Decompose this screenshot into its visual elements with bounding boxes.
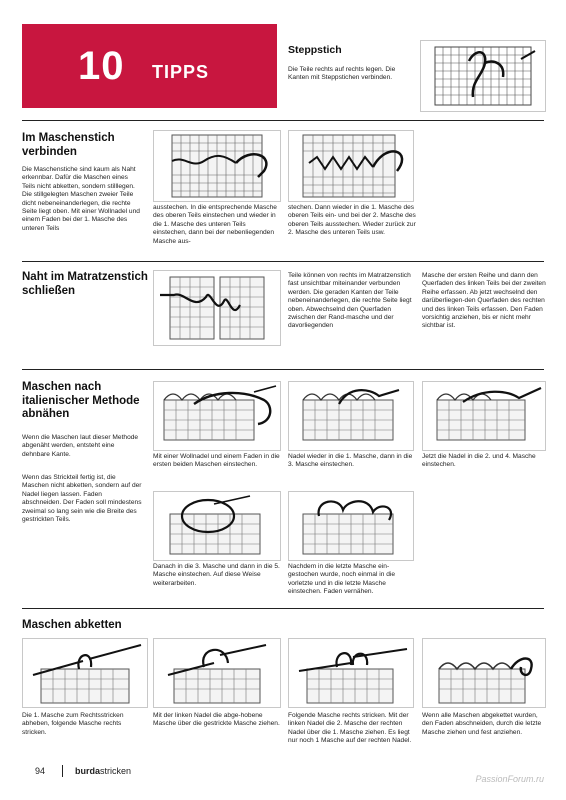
footer-separator xyxy=(62,765,63,777)
italian-bindoff-drawing-1 xyxy=(154,382,280,450)
italienisch-image-4 xyxy=(153,491,281,561)
banner-word: TIPPS xyxy=(152,62,210,82)
italienisch-caption-4: Danach in die 3. Masche und dann in die 5. Masche einstechen. Auf diese Weise weiterarbeiten. xyxy=(153,563,280,587)
section-divider xyxy=(22,120,544,121)
maschenstich-title: Im Maschenstich verbinden xyxy=(22,132,115,158)
matratzenstich-image xyxy=(153,270,281,346)
watermark: PassionForum.ru xyxy=(475,774,544,784)
abketten-image-4 xyxy=(422,638,546,708)
italienisch-title: Maschen nach italienischer Methode abnähen xyxy=(22,381,140,420)
abketten-caption-4: Wenn alle Maschen abgekettet wurden, den Faden abschneiden, durch die letzte Masche ziehen und fest anziehen. xyxy=(422,712,542,736)
matratzenstich-col2: Masche der ersten Reihe und dann den Querfaden des linken Teils bei der zweiten Reihe erfassen. Ab jetzt wechselnd den darüberliegen-den Querfaden des rechten und des linken Teils erfassen. Den Faden vorsichtig anziehen, bis er nicht mehr sichtbar ist. xyxy=(422,272,546,330)
bindoff-drawing-2 xyxy=(154,639,280,707)
italienisch-intro-2: Wenn das Strickteil fertig ist, die Maschen nicht abketten, sondern auf der Nadel liegen lassen. Faden abschneiden. Der Faden soll mindestens zweimal so lang sein wie die Breite des gestrickten Teils. xyxy=(22,474,142,524)
italienisch-caption-5: Nachdem in die letzte Masche ein-gestochen wurde, noch einmal in die vorletzte und in die letzte Masche einstechen. Faden vernähen. xyxy=(288,563,396,596)
section-divider xyxy=(22,608,544,609)
maschenstich-caption-2: stechen. Dann wieder in die 1. Masche des oberen Teils ein- und bei der 2. Masche des oberen Teils ausstechen. Wieder zurück zur 2. Masche des unteren Teils usw. xyxy=(288,204,416,237)
italian-bindoff-drawing-5 xyxy=(289,492,413,560)
italian-bindoff-drawing-4 xyxy=(154,492,280,560)
magazine-brand xyxy=(75,766,131,776)
abketten-title: Maschen abketten xyxy=(22,619,122,631)
mattress-stitch-drawing xyxy=(154,271,280,345)
bindoff-drawing-3 xyxy=(289,639,413,707)
knit-graft-drawing-2 xyxy=(289,131,413,201)
abketten-caption-1: Die 1. Masche zum Rechtsstricken abheben, folgende Masche rechts stricken. xyxy=(22,712,124,736)
abketten-image-1 xyxy=(22,638,148,708)
maschenstich-intro: Die Maschenstiche sind kaum als Naht erkennbar. Dafür die Maschen eines Teils nicht abketten, sondern stilllegen. Die stillgelegten Maschen zweier Teile dicht nebeneinanderlegen, die rechte Seite liegt oben. Mit einer Wollnadel und einem Faden bei der 1. Masche des unteren Teils xyxy=(22,166,140,232)
italian-bindoff-drawing-2 xyxy=(289,382,413,450)
italienisch-intro-1: Wenn die Maschen laut dieser Methode abgenäht werden, entsteht eine dehnbare Kante. xyxy=(22,434,139,458)
brand-rest: stricken xyxy=(100,766,132,776)
banner-number: 10 xyxy=(78,44,125,88)
italienisch-caption-1: Mit einer Wollnadel und einem Faden in die ersten beiden Maschen einstechen. xyxy=(153,453,280,469)
abketten-image-2 xyxy=(153,638,281,708)
knit-graft-drawing-1 xyxy=(154,131,280,201)
brand-bold: burda xyxy=(75,766,101,776)
section-divider xyxy=(22,369,544,370)
abketten-image-3 xyxy=(288,638,414,708)
maschenstich-image-1 xyxy=(153,130,281,202)
italienisch-image-2 xyxy=(288,381,414,451)
italienisch-image-3 xyxy=(422,381,546,451)
tips-banner xyxy=(22,24,277,108)
italian-bindoff-drawing-3 xyxy=(423,382,545,450)
italienisch-caption-2: Nadel wieder in die 1. Masche, dann in die 3. Masche einstechen. xyxy=(288,453,413,469)
steppstich-text: Die Teile rechts auf rechts legen. Die Kanten mit Steppstichen verbinden. xyxy=(288,66,396,82)
abketten-caption-3: Folgende Masche rechts stricken. Mit der linken Nadel die 2. Masche der rechten Nadel über die 1. Masche ziehen. Es liegt nur noch 1 Masche auf der rechten Nadel. xyxy=(288,712,412,745)
italienisch-image-5 xyxy=(288,491,414,561)
bindoff-drawing-4 xyxy=(423,639,545,707)
knit-backstitch-drawing xyxy=(421,41,545,111)
abketten-caption-2: Mit der linken Nadel die abge-hobene Masche über die gestrickte Masche ziehen. xyxy=(153,712,280,728)
maschenstich-caption-1: ausstechen. In die entsprechende Masche des oberen Teils einstechen und wieder in die 1. Masche des unteren Teils einstechen, dann bei der nebenliegenden Masche aus- xyxy=(153,204,277,245)
bindoff-drawing-1 xyxy=(23,639,147,707)
page-number: 94 xyxy=(35,766,46,776)
steppstich-title: Steppstich xyxy=(288,44,342,56)
italienisch-image-1 xyxy=(153,381,281,451)
maschenstich-image-2 xyxy=(288,130,414,202)
matratzenstich-title: Naht im Matratzenstich schließen xyxy=(22,271,148,297)
italienisch-caption-3: Jetzt die Nadel in die 2. und 4. Masche einstechen. xyxy=(422,453,536,469)
steppstich-illustration xyxy=(420,40,546,112)
matratzenstich-col1: Teile können von rechts im Matratzenstich fast unsichtbar miteinander verbunden werden. Die geraden Kanten der Teile nebeneinanderlegen, die rechte Seite liegt oben. Abwechselnd den Querfaden zwischen der Rand-masche und der davorliegenden xyxy=(288,272,412,330)
section-divider xyxy=(22,261,544,262)
